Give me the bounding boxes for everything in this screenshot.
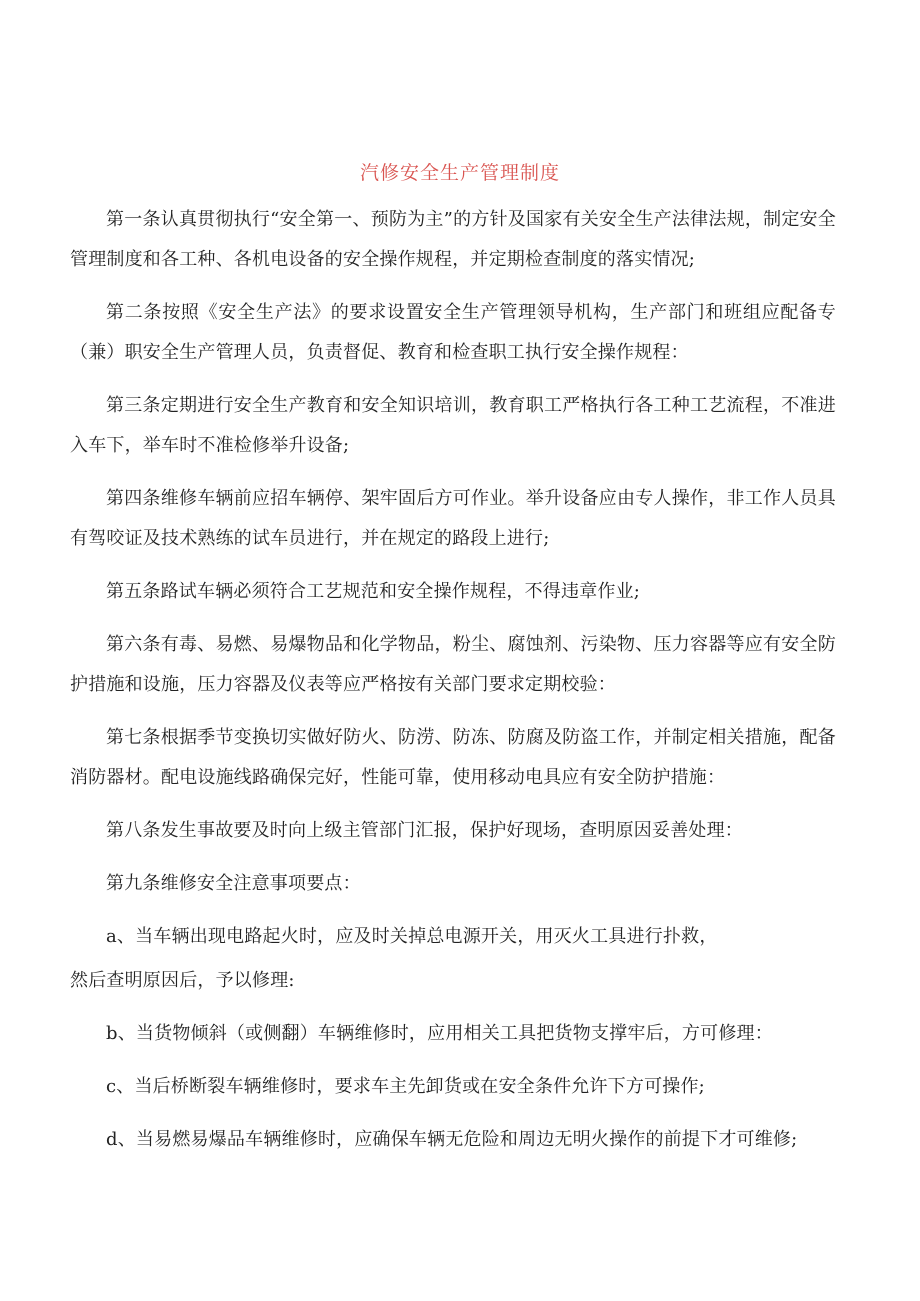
paragraph-6: 第六条有毒、易燃、易爆物品和化学物品，粉尘、腐蚀剂、污染物、压力容器等应有安全防护措施和设施，压力容器及仪表等应严格按有关部门要求定期校验：	[70, 634, 836, 695]
list-item-c: c、当后桥断裂车辆维修时，要求车主先卸货或在安全条件允许下方可操作;	[106, 1076, 705, 1097]
paragraph-2: 第二条按照《安全生产法》的要求设置安全生产管理领导机构，生产部门和班组应配备专（兼）职安全生产管理人员，负责督促、教育和检查职工执行安全操作规程：	[70, 302, 836, 363]
list-item-a-line-1: a、当车辆出现电路起火时，应及时关掉总电源开关，用灭火工具进行扑救，	[106, 926, 718, 947]
list-item-a	[70, 917, 836, 957]
paragraph-7: 第七条根据季节变换切实做好防火、防涝、防冻、防腐及防盗工作，并制定相关措施，配备消防器材。配电设施线路确保完好，性能可靠，使用移动电具应有安全防护措施：	[70, 727, 836, 788]
paragraph-4: 第四条维修车辆前应招车辆停、架牢固后方可作业。举升设备应由专人操作，非工作人员具有驾咬证及技术熟练的试车员进行，并在规定的路段上进行;	[70, 488, 836, 549]
paragraph-8: 第八条发生事故要及时向上级主管部门汇报，保护好现场，查明原因妥善处理：	[106, 820, 743, 841]
document-body	[70, 200, 836, 1173]
paragraph-1: 第一条认真贯彻执行“安全第一、预防为主”的方针及国家有关安全生产法律法规，制定安全管理制度和各工种、各机电设备的安全操作规程，并定期检查制度的落实情况;	[70, 209, 836, 270]
list-item-a-line-2: 然后查明原因后，予以修理:	[70, 970, 295, 991]
document-title: 汽修安全生产管理制度	[359, 162, 560, 184]
paragraph-3: 第三条定期进行安全生产教育和安全知识培训，教育职工严格执行各工种工艺流程，不准进入车下，举车时不准检修举升设备;	[70, 395, 836, 456]
list-item-d: d、当易燃易爆品车辆维修时，应确保车辆无危险和周边无明火操作的前提下才可维修;	[106, 1129, 798, 1150]
paragraph-5: 第五条路试车辆必须符合工艺规范和安全操作规程，不得违章作业;	[106, 581, 641, 602]
paragraph-9: 第九条维修安全注意事项要点：	[106, 873, 361, 894]
list-item-a-continued	[70, 961, 836, 1001]
list-item-b: b、当货物倾斜（或侧翻）车辆维修时，应用相关工具把货物支撑牢后，方可修理：	[106, 1023, 773, 1044]
